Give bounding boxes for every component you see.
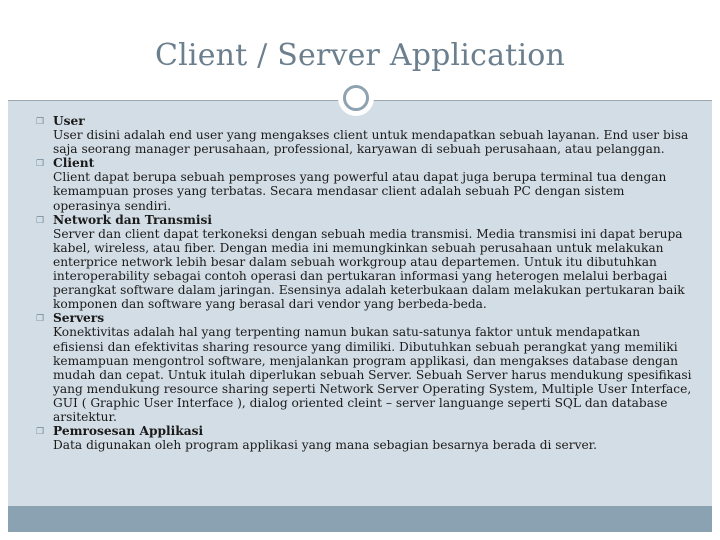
list-item bbox=[35, 156, 693, 213]
list-item bbox=[35, 212, 693, 312]
list-item bbox=[35, 114, 693, 157]
list-item bbox=[35, 424, 693, 453]
footer-band bbox=[8, 506, 712, 532]
bullet-list bbox=[35, 114, 693, 453]
item-heading: Client bbox=[53, 156, 95, 171]
item-heading: Servers bbox=[53, 311, 105, 326]
bullet-icon: ❐ bbox=[35, 314, 45, 325]
slide-title: Client / Server Application bbox=[154, 38, 566, 73]
item-text: Konektivitas adalah hal yang terpenting namun bukan satu-satunya faktor untuk mendapatkan efisiensi dan efektivitas sharing resource yang dimiliki. Dibutuhkan sebuah perangkat yang memiliki kemampuan mengontrol software, menjalankan program applikasi, dan mengakses database dengan mudah dan cepat. Untuk itulah diperlukan sebuah Server. Sebuah Server harus mendukung spesifikasi yang mendukung resource sharing seperti Network Server Operating System, Multiple User Interface, GUI ( Graphic User Interface ), dialog oriented cleint – server languange seperti SQL dan database arsitektur. bbox=[53, 325, 692, 424]
item-text: User disini adalah end user yang mengakses client untuk mendapatkan sebuah layanan. End user bisa saja seorang manager perusahaan, professional, karyawan di sebuah perusahaan, atau pelanggan. bbox=[53, 128, 689, 157]
slide bbox=[8, 8, 712, 532]
bullet-icon: ❐ bbox=[35, 117, 45, 127]
item-text: Client dapat berupa sebuah pemproses yang powerful atau dapat juga berupa terminal tua dengan kemampuan proses yang terbatas. Secara mendasar client adalah sebuah PC dengan sistem operasinya sendiri. bbox=[53, 170, 667, 213]
item-text: Data digunakan oleh program applikasi yang mana sebagian besarnya berada di server. bbox=[53, 438, 598, 453]
list-item bbox=[35, 311, 693, 424]
bullet-icon: ❐ bbox=[35, 159, 45, 170]
bullet-icon: ❐ bbox=[35, 427, 45, 438]
circle-ornament-icon bbox=[339, 81, 373, 115]
item-heading: Network dan Transmisi bbox=[53, 212, 213, 227]
bullet-icon: ❐ bbox=[35, 215, 45, 226]
item-heading: User bbox=[53, 114, 85, 128]
item-text: Server dan client dapat terkoneksi dengan sebuah media transmisi. Media transmisi ini dapat berupa kabel, wireless, atau fiber. Dengan media ini memungkinkan sebuah perusahaan untuk melakukan enterprice network lebih besar dalam sebuah workgroup atau departemen. Untuk itu dibutuhkan interoperability sebagai contoh operasi dan pertukaran informasi yang heterogen melalui berbagai perangkat software dalam jaringan. Esensinya adalah keterbukaan dalam melakukan pertukaran baik komponen dan software yang berasal dari vendor yang berbeda-beda. bbox=[53, 226, 685, 312]
item-heading: Pemrosesan Applikasi bbox=[53, 424, 204, 439]
circle-ornament-inner bbox=[343, 85, 369, 111]
